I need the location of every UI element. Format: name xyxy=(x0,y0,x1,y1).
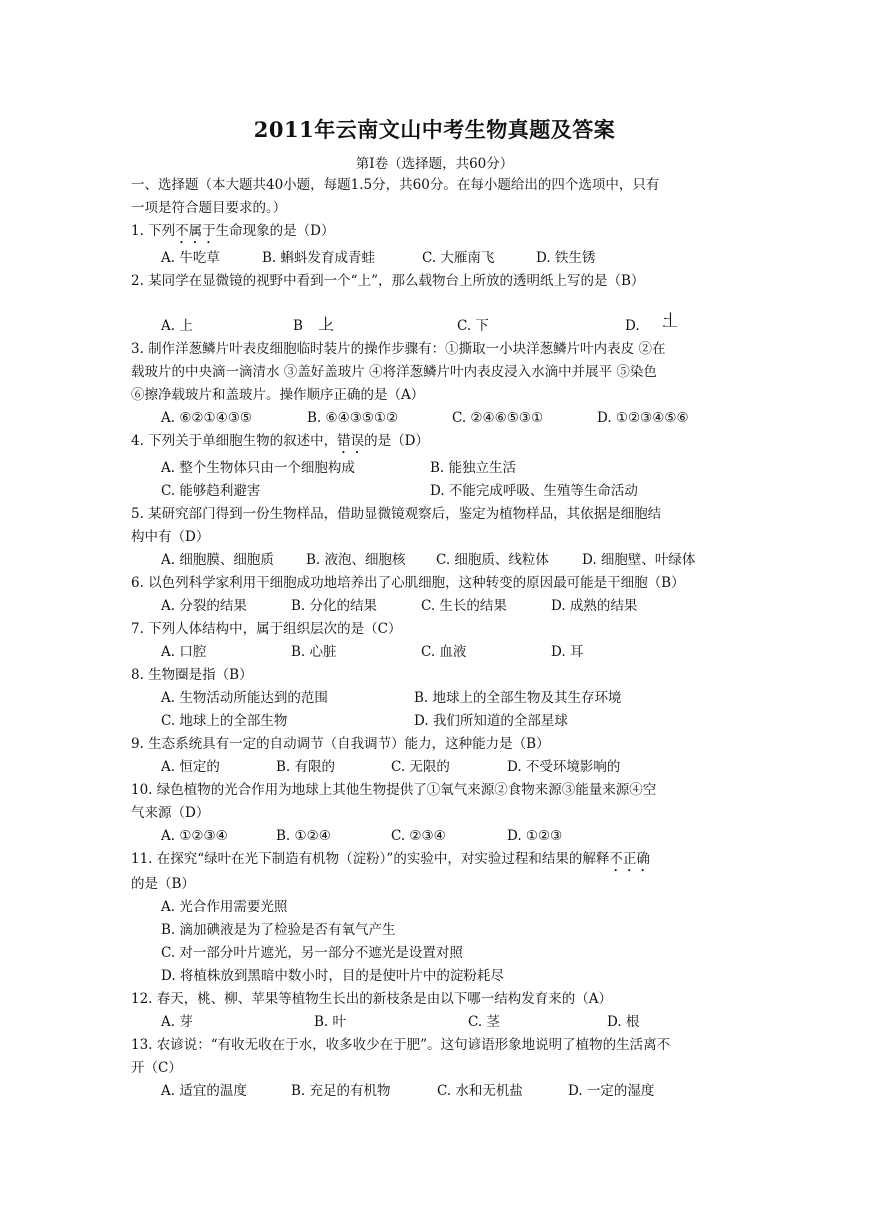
q6-option-c: C. 生长的结果 xyxy=(421,598,507,614)
q13-option-a: A. 适宜的温度 xyxy=(161,1083,247,1099)
question-11-stem-line-2: 的是（B） xyxy=(131,876,195,892)
q8-option-d: D. 我们所知道的全部星球 xyxy=(414,713,568,729)
q13-option-d: D. 一定的湿度 xyxy=(568,1083,655,1099)
q12-option-a: A. 芽 xyxy=(161,1014,193,1030)
question-12-stem: 12. 春天，桃、柳、苹果等植物生长出的新枝条是由以下哪一结构发育来的（A） xyxy=(131,991,613,1007)
q6-option-d: D. 成熟的结果 xyxy=(551,598,638,614)
q5-option-a: A. 细胞膜、细胞质 xyxy=(161,552,274,568)
question-4-stem xyxy=(131,432,429,457)
q9-option-a: A. 恒定的 xyxy=(161,759,220,775)
q7-option-a: A. 口腔 xyxy=(161,644,207,660)
q10-option-b: B. ①②④ xyxy=(276,828,331,844)
q11-option-d: D. 将植株放到黑暗中数小时，目的是使叶片中的淀粉耗尽 xyxy=(161,968,504,984)
q1-option-a: A. 牛吃草 xyxy=(161,250,220,266)
question-3-stem-line-3: ⑥擦净载玻片和盖玻片。操作顺序正确的是（A） xyxy=(131,387,425,403)
q2-option-d-glyph: 上 xyxy=(662,311,679,330)
q6-option-b: B. 分化的结果 xyxy=(291,598,378,614)
question-9-stem: 9. 生态系统具有一定的自动调节（自我调节）能力，这种能力是（B） xyxy=(131,736,550,752)
q2-option-b: B xyxy=(293,318,303,334)
question-7-stem: 7. 下列人体结构中，属于组织层次的是（C） xyxy=(131,621,402,637)
stem-text: 1. 下列 xyxy=(131,223,176,239)
section-intro-line-1: 一、选择题（本大题共40小题，每题1.5分，共60分。在每小题给出的四个选项中，只有 xyxy=(131,177,660,193)
q10-option-a: A. ①②③④ xyxy=(161,828,228,844)
q8-option-a: A. 生物活动所能达到的范围 xyxy=(161,690,328,706)
q11-option-b: B. 滴加碘液是为了检验是否有氧气产生 xyxy=(161,922,396,938)
stem-text: 11. 在探究“绿叶在光下制造有机物（淀粉）”的实验中，对实验过程和结果的解释 xyxy=(131,851,610,867)
question-10-stem-line-1: 10. 绿色植物的光合作用为地球上其他生物提供了①氧气来源②食物来源③能量来源④空 xyxy=(131,782,657,798)
question-10-stem-line-2: 气来源（D） xyxy=(131,805,210,821)
stem-text: 生命现象的是（D） xyxy=(215,223,335,239)
question-6-stem: 6. 以色列科学家利用干细胞成功地培养出了心肌细胞，这种转变的原因最可能是干细胞（B） xyxy=(131,575,685,591)
question-13-stem-line-2: 开（C） xyxy=(131,1060,182,1076)
q3-option-d: D. ①②③④⑤⑥ xyxy=(597,410,689,426)
q5-option-d: D. 细胞壁、叶绿体 xyxy=(582,552,696,568)
question-2-stem: 2. 某同学在显微镜的视野中看到一个“上”，那么载物台上所放的透明纸上写的是（B） xyxy=(131,273,645,289)
part-heading: 第Ⅰ卷（选择题，共60分） xyxy=(355,156,514,172)
q9-option-d: D. 不受环境影响的 xyxy=(507,759,621,775)
q12-option-d: D. 根 xyxy=(607,1014,640,1030)
emphasis-text: 不正确 xyxy=(609,851,650,867)
q12-option-b: B. 叶 xyxy=(314,1014,347,1030)
q2-option-c: C. 下 xyxy=(457,318,489,334)
q4-option-d: D. 不能完成呼吸、生殖等生命活动 xyxy=(430,483,638,499)
question-13-stem-line-1: 13. 农谚说：“有收无收在于水，收多收少在于肥”。这句谚语形象地说明了植物的生活离不 xyxy=(131,1037,671,1053)
q1-option-c: C. 大雁南飞 xyxy=(422,250,495,266)
emphasis-text: 不属于 xyxy=(175,223,216,239)
question-3-stem-line-2: 载玻片的中央滴一滴清水 ③盖好盖玻片 ④将洋葱鳞片叶内表皮浸入水滴中并展平 ⑤染色 xyxy=(131,364,657,380)
question-5-stem-line-1: 5. 某研究部门得到一份生物样品，借助显微镜观察后，鉴定为植物样品，其依据是细胞结 xyxy=(131,506,662,522)
q3-option-b: B. ⑥④③⑤①② xyxy=(307,410,399,426)
q10-option-d: D. ①②③ xyxy=(507,828,563,844)
q4-option-c: C. 能够趋利避害 xyxy=(161,483,261,499)
q13-option-c: C. 水和无机盐 xyxy=(437,1083,523,1099)
question-11-stem-line-1 xyxy=(131,850,650,875)
q1-option-b: B. 蝌蚪发育成青蛙 xyxy=(262,250,376,266)
q2-option-b-glyph: 下 xyxy=(318,314,335,333)
question-8-stem: 8. 生物圈是指（B） xyxy=(131,667,253,683)
q11-option-c: C. 对一部分叶片遮光，另一部分不遮光是设置对照 xyxy=(161,945,463,961)
q9-option-b: B. 有限的 xyxy=(276,759,336,775)
q1-option-d: D. 铁生锈 xyxy=(536,250,596,266)
question-3-stem-line-1: 3. 制作洋葱鳞片叶表皮细胞临时装片的操作步骤有：①撕取一小块洋葱鳞片叶内表皮 ②在 xyxy=(131,341,666,357)
q10-option-c: C. ②③④ xyxy=(391,828,446,844)
q3-option-a: A. ⑥②①④③⑤ xyxy=(161,410,252,426)
q8-option-b: B. 地球上的全部生物及其生存环境 xyxy=(414,690,622,706)
stem-text: 4. 下列关于单细胞生物的叙述中， xyxy=(131,433,338,449)
q7-option-b: B. 心脏 xyxy=(291,644,337,660)
q9-option-c: C. 无限的 xyxy=(391,759,450,775)
q5-option-b: B. 液泡、细胞核 xyxy=(306,552,406,568)
page-title: 2011年云南文山中考生物真题及答案 xyxy=(253,117,616,142)
q7-option-d: D. 耳 xyxy=(551,644,584,660)
stem-text: 的是（D） xyxy=(364,433,429,449)
q4-option-b: B. 能独立生活 xyxy=(430,460,517,476)
q2-option-a: A. 上 xyxy=(161,318,193,334)
q4-option-a: A. 整个生物体只由一个细胞构成 xyxy=(161,460,355,476)
q3-option-c: C. ②④⑥⑤③① xyxy=(452,410,544,426)
q5-option-c: C. 细胞质、线粒体 xyxy=(436,552,549,568)
question-5-stem-line-2: 构中有（D） xyxy=(131,529,210,545)
emphasis-text: 错误 xyxy=(337,433,365,449)
q7-option-c: C. 血液 xyxy=(421,644,467,660)
q13-option-b: B. 充足的有机物 xyxy=(291,1083,391,1099)
q2-option-d: D. xyxy=(625,318,640,334)
section-intro-line-2: 一项是符合题目要求的。） xyxy=(131,200,287,216)
q6-option-a: A. 分裂的结果 xyxy=(161,598,247,614)
q11-option-a: A. 光合作用需要光照 xyxy=(161,899,288,915)
q8-option-c: C. 地球上的全部生物 xyxy=(161,713,288,729)
q12-option-c: C. 茎 xyxy=(468,1014,500,1030)
question-1-stem xyxy=(131,222,335,247)
